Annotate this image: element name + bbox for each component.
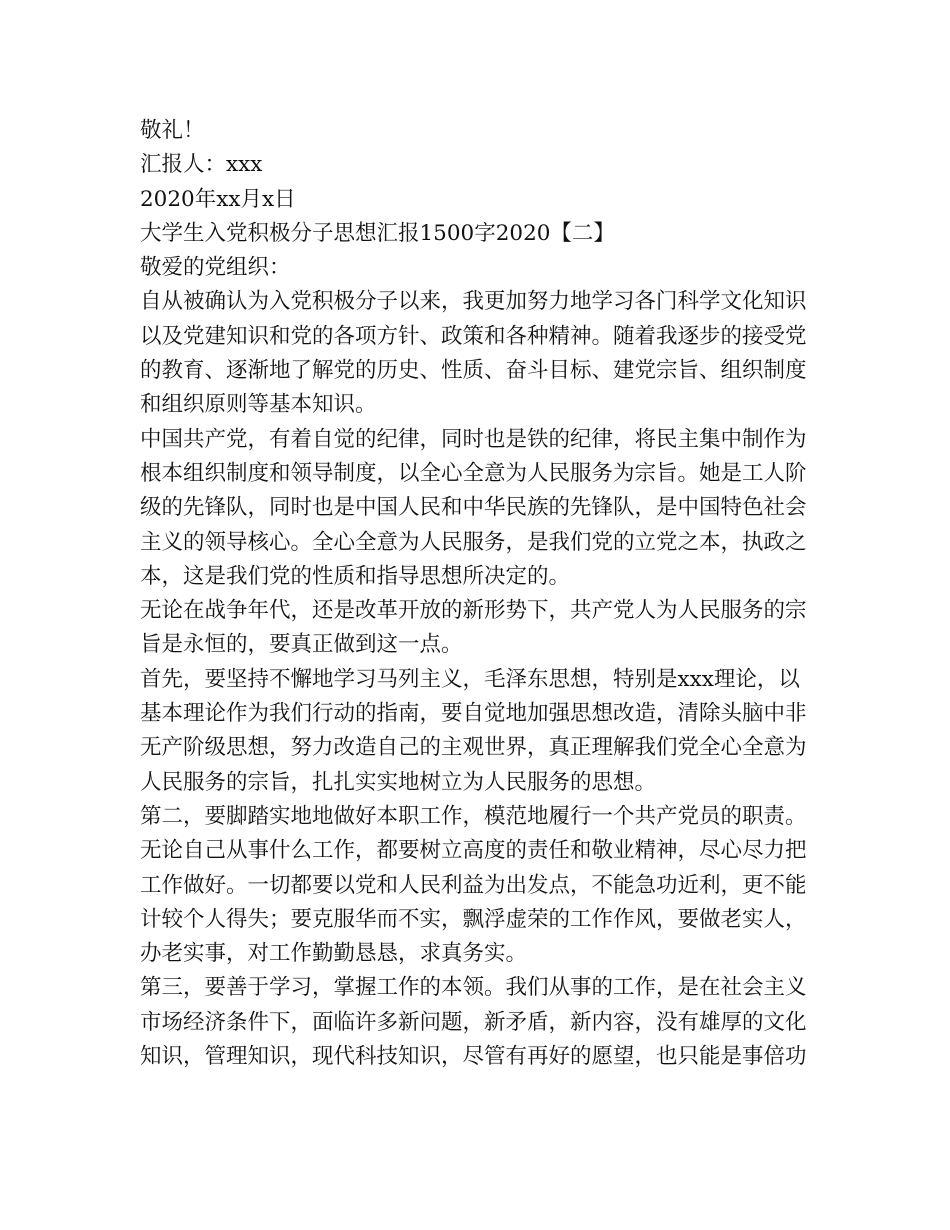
document-body [140, 114, 820, 1074]
text-line: 无产阶级思想，努力改造自己的主观世界，真正理解我们党全心全意为 [140, 735, 807, 761]
reporter-line: 汇报人：xxx [140, 152, 263, 178]
text-line: 无论在战争年代，还是改革开放的新形势下，共产党人为人民服务的宗 [140, 598, 807, 624]
closing-salutation: 敬礼！ [140, 118, 205, 143]
text-line: 自从被确认为入党积极分子以来，我更加努力地学习各门科学文化知识 [140, 289, 807, 315]
text-line: 知识，管理知识，现代科技知识，尽管有再好的愿望，也只能是事倍功 [140, 1044, 807, 1070]
text-line: 基本理论作为我们行动的指南，要自觉地加强思想改造，清除头脑中非 [140, 701, 807, 727]
text-line: 办老实事，对工作勤勤恳恳，求真务实。 [140, 941, 528, 967]
text-line: 计较个人得失；要克服华而不实，飘浮虚荣的工作作风，要做老实人， [140, 906, 807, 932]
text-line: 主义的领导核心。全心全意为人民服务，是我们党的立党之本，执政之 [140, 529, 807, 555]
text-line: 无论自己从事什么工作，都要树立高度的责任和敬业精神，尽心尽力把 [140, 838, 807, 864]
text-line: 和组织原则等基本知识。 [140, 392, 377, 418]
text-line: 的教育、逐渐地了解党的历史、性质、奋斗目标、建党宗旨、组织制度 [140, 358, 807, 384]
text-line: 市场经济条件下，面临许多新问题，新矛盾，新内容，没有雄厚的文化 [140, 1009, 807, 1035]
text-line: 中国共产党，有着自觉的纪律，同时也是铁的纪律，将民主集中制作为 [140, 426, 807, 452]
section-title: 大学生入党积极分子思想汇报1500字2020【二】 [140, 220, 615, 246]
text-line: 以及党建知识和党的各项方针、政策和各种精神。随着我逐步的接受党 [140, 323, 807, 349]
text-line: 第二，要脚踏实地地做好本职工作，模范地履行一个共产党员的职责。 [140, 803, 807, 829]
text-line: 人民服务的宗旨，扎扎实实地树立为人民服务的思想。 [140, 769, 657, 795]
greeting-line: 敬爱的党组织： [140, 255, 291, 281]
text-line: 工作做好。一切都要以党和人民利益为出发点，不能急功近利，更不能 [140, 872, 807, 898]
text-line: 本，这是我们党的性质和指导思想所决定的。 [140, 563, 571, 589]
text-line: 旨是永恒的，要真正做到这一点。 [140, 632, 463, 658]
text-line: 根本组织制度和领导制度，以全心全意为人民服务为宗旨。她是工人阶 [140, 460, 807, 486]
text-line: 首先，要坚持不懈地学习马列主义，毛泽东思想，特别是xxx理论，以 [140, 666, 800, 692]
date-line: 2020年xx月x日 [140, 186, 296, 212]
text-line: 级的先锋队，同时也是中国人民和中华民族的先锋队，是中国特色社会 [140, 495, 807, 521]
text-line: 第三，要善于学习，掌握工作的本领。我们从事的工作，是在社会主义 [140, 975, 807, 1001]
